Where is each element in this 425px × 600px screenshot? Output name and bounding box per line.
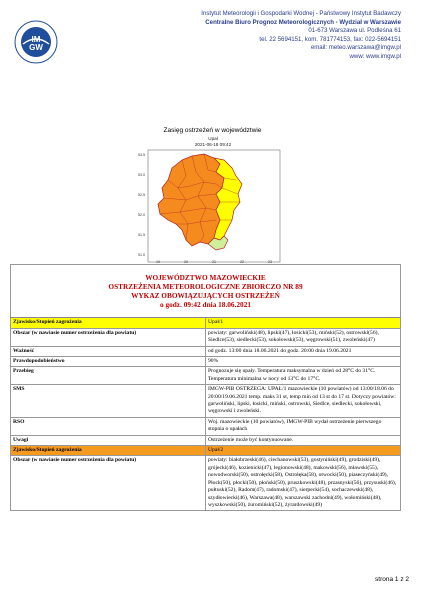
warning-1-hazard-row (11, 318, 401, 328)
warning-2-hazard-row (11, 446, 401, 456)
probability-label: Prawdopodobieństwo (11, 357, 206, 367)
warning-1-area-row (11, 328, 401, 346)
course-value: Prognozuje się upały. Temperatura maksymalna w dzień od 28°C do 31°C. Temperatura minimalna w nocy od 13°C do 17°C. (206, 367, 401, 385)
lat-label: 51.5 (138, 233, 145, 237)
lon-label: 19 (156, 260, 160, 264)
warning-1-validity-row (11, 346, 401, 356)
lon-label: 21 (212, 260, 216, 264)
map-hazard-label: Upał (208, 136, 218, 141)
lat-label: 53.5 (138, 153, 145, 157)
hazard-value: Upał/1 (206, 318, 401, 328)
probability-value: 90% (206, 357, 401, 367)
sms-value: IMGW-PIB OSTRZEGA: UPAŁ/1 mazowieckie (10 powiatów) od 13:00/18.06 do 20:00/19.06.2021 temp. maks 31 st, temp min od 13 st do 17 st. Dotyczy powiatów: garwoliński, lipski, łosicki, miński, ostrowski, Siedlce, siedlecki, sokołowski, węgrowski i zwoleński. (206, 385, 401, 418)
area-label: Obszar (w nawiasie numer ostrzeżenia dla powiatu) (11, 456, 206, 511)
warning-2-area-row (11, 456, 401, 511)
area-value: powiaty: białobrzeski(46), ciechanowski(53), gostyniński(49), grodziski(49), grójecki(46), kozienicki(47), legionowski(48), makowski(56), mławski(55), nowodworski(50), ostrołęcki(58), Ostrołęka(58), otwocki(50), piaseczyński(49), Płock(50), płocki(50), płoński(50), pruszkowski(48), przasnyski(56), przysuski(46), pułtuski(52), Radom(47), radomski(47), sierpecki(54), sochaczewski(48), szydłowiecki(46), Warszawa(48), warszawski zachodni(49), wołomiński(48), wyszkowski(50), żuromiński(52), żyrardowski(49) (206, 456, 401, 511)
warning-1-notes-row (11, 435, 401, 445)
notes-value: Ostrzeżenie może być kontynuowane. (206, 435, 401, 445)
map-date: 2021-06-18 09:42 (194, 141, 232, 147)
lon-label: 20 (184, 260, 188, 264)
lat-label: 53.0 (138, 173, 145, 177)
svg-text:GW: GW (29, 43, 43, 52)
area-label: Obszar (w nawiasie numer ostrzeżenia dla powiatu) (11, 328, 206, 346)
institute-header (111, 10, 401, 62)
warning-1-rso-row (11, 417, 401, 435)
notes-label: Uwagi (11, 435, 206, 445)
warning-1-course-row (11, 367, 401, 385)
title-list: WYKAZ OBOWIĄZUJĄCYCH OSTRZEŻEŃ (131, 291, 280, 301)
header-line-email[interactable]: email: meteo.warszawa@imgw.pl (310, 44, 401, 52)
course-label: Przebieg (11, 367, 206, 385)
area-value: powiaty: garwoliński(48), lipski(47), łosicki(53), miński(52), ostrowski(56), Siedlce(53), siedlecki(53), sokołowski(53), węgrowski(51), zwoleński(47) (206, 328, 401, 346)
imgw-logo (14, 20, 58, 64)
header-line-phone: tel. 22 5694151, kom. 781774153, fax: 022-5694151 (259, 35, 401, 43)
hazard-label: Zjawisko/Stopień zagrożenia (11, 318, 206, 328)
lat-label: 51.0 (138, 253, 145, 257)
hazard-value: Upał/2 (206, 446, 401, 456)
warning-1-probability-row (11, 357, 401, 367)
document-title (11, 265, 401, 318)
warnings-table (10, 264, 401, 511)
page-number: strona 1 z 2 (375, 576, 409, 583)
header-line-office: Centralne Biuro Prognoz Meteorologicznych - Wydział w Warszawie (205, 18, 401, 26)
warning-map (128, 136, 298, 264)
rso-label: RSO (11, 417, 206, 435)
validity-label: Ważność (11, 346, 206, 356)
lat-label: 52.5 (138, 193, 145, 197)
title-time: o godz. 09:42 dnia 18.06.2021 (159, 300, 251, 310)
header-line-www[interactable]: www: www.imgw.pl (349, 52, 401, 60)
header-line-address: 01-673 Warszawa ul. Podleśna 61 (308, 27, 401, 35)
header-line-institute: Instytut Meteorologii i Gospodarki Wodnej - Państwowy Instytut Badawczy (201, 10, 401, 17)
validity-value: od godz. 13:00 dnia 18.06.2021 do godz. 20:00 dnia 19.06.2021 (206, 346, 401, 356)
lon-label: 22 (240, 260, 244, 264)
hazard-label: Zjawisko/Stopień zagrożenia (11, 446, 206, 456)
title-bulletin-number: OSTRZEŻENIA METEOROLOGICZNE ZBIORCZO NR 89 (108, 282, 303, 292)
map-lat-labels (138, 153, 145, 257)
title-voivodeship: WOJEWÓDZTWO MAZOWIECKIE (145, 273, 266, 282)
map-title: Zasięg ostrzeżeń w województwie (163, 127, 262, 134)
rso-value: Woj. mazowieckie (10 powiatów), IMGW-PIB wydał ostrzeżenie pierwszego stopnia o upałach (206, 417, 401, 435)
logo-text: IM (31, 35, 41, 44)
lat-label: 52.0 (138, 213, 145, 217)
sms-label: SMS (11, 385, 206, 418)
lon-label: 23 (268, 260, 272, 264)
warning-1-sms-row (11, 385, 401, 418)
